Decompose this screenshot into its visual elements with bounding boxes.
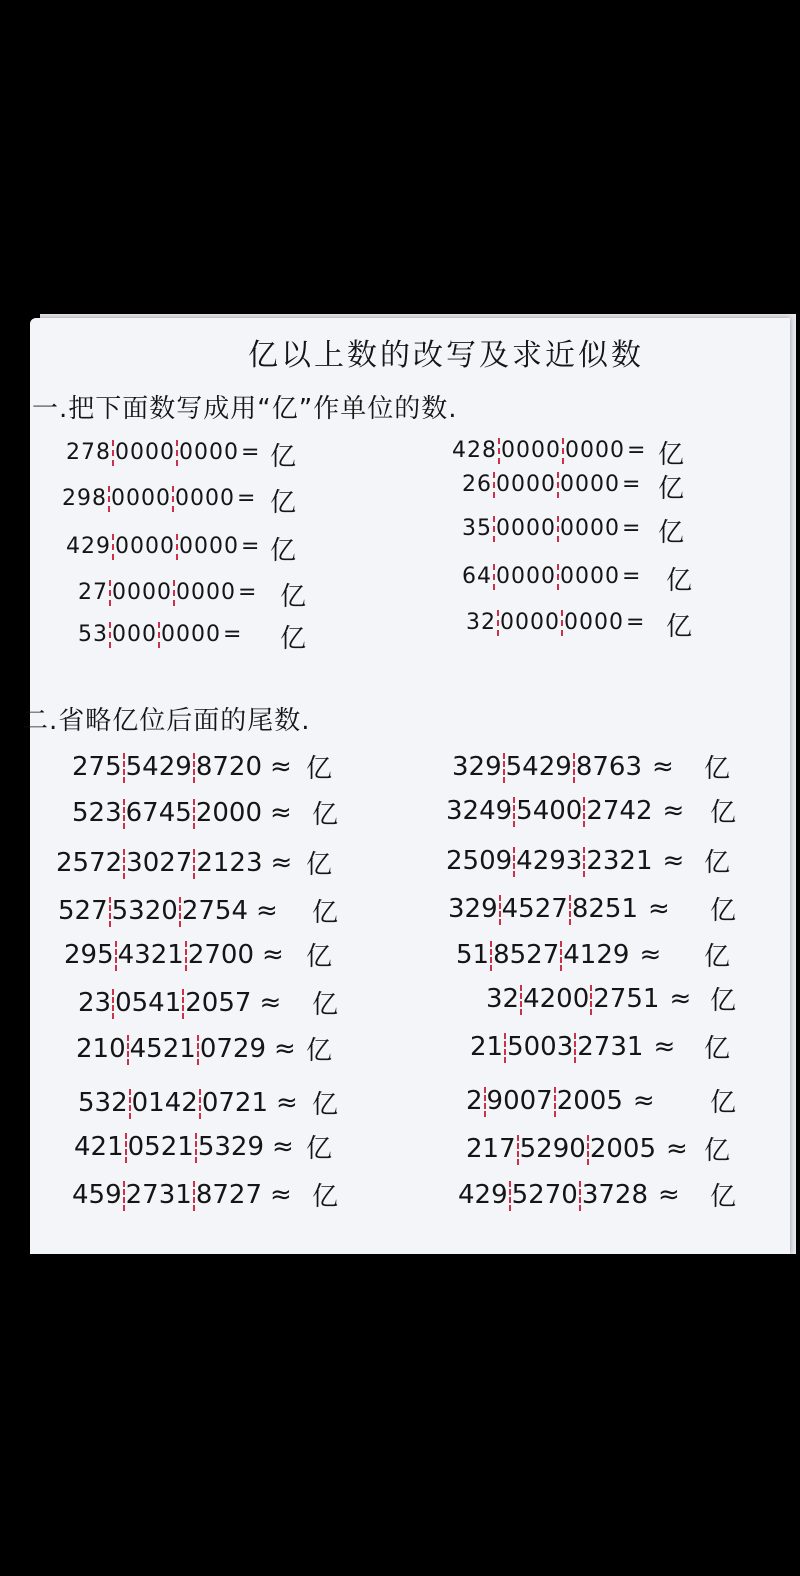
number-part-b: 5290 <box>519 1134 586 1164</box>
red-dashed-divider <box>503 753 505 783</box>
number-part-a: 275 <box>72 752 122 782</box>
number-part-b: 4521 <box>129 1034 196 1064</box>
number-part-a: 27 <box>78 580 108 605</box>
unit-yi: 亿 <box>270 488 297 518</box>
red-dashed-divider <box>182 989 184 1019</box>
number-part-b: 5320 <box>111 896 178 926</box>
number-part-op: ≈ <box>271 1132 294 1162</box>
handwritten-number <box>452 438 646 464</box>
number-part-b: 6745 <box>125 798 192 828</box>
red-dashed-divider <box>484 1087 486 1117</box>
red-dashed-divider <box>557 564 559 590</box>
number-part-op: ≈ <box>270 848 293 878</box>
number-part-b: 0000 <box>496 516 556 541</box>
number-part-b: 0000 <box>115 534 175 559</box>
unit-yi: 亿 <box>658 474 685 504</box>
unit-yi: 亿 <box>704 1034 731 1064</box>
number-part-a: 329 <box>452 752 502 782</box>
number-part-c: 8763 <box>575 752 642 782</box>
number-part-c: 2754 <box>181 896 248 926</box>
number-part-c: 0000 <box>179 440 239 465</box>
number-part-op: ≈ <box>651 752 674 782</box>
number-part-a: 32 <box>466 610 496 635</box>
number-part-b: 000 <box>112 622 157 647</box>
unit-yi: 亿 <box>306 1036 333 1066</box>
handwritten-number <box>74 1132 294 1163</box>
number-part-c: 2751 <box>593 984 660 1014</box>
unit-yi: 亿 <box>710 1088 737 1118</box>
red-dashed-divider <box>176 534 178 560</box>
number-part-b: 0541 <box>115 988 182 1018</box>
number-part-a: 64 <box>462 564 492 589</box>
number-part-op: ≈ <box>647 894 670 924</box>
red-dashed-divider <box>193 753 195 783</box>
red-dashed-divider <box>123 1181 125 1211</box>
red-dashed-divider <box>179 897 181 927</box>
number-part-b: 4527 <box>501 894 568 924</box>
number-part-b: 4293 <box>516 846 583 876</box>
number-part-a: 532 <box>78 1088 128 1118</box>
number-part-a: 428 <box>452 438 497 463</box>
unit-yi: 亿 <box>280 582 307 612</box>
handwritten-number <box>66 534 260 560</box>
handwritten-number <box>78 988 281 1019</box>
red-dashed-divider <box>123 753 125 783</box>
number-part-b: 2731 <box>125 1180 192 1210</box>
number-part-op: ≈ <box>261 940 284 970</box>
unit-yi: 亿 <box>666 566 693 596</box>
handwritten-number <box>446 796 684 827</box>
number-part-a: 35 <box>462 516 492 541</box>
red-dashed-divider <box>185 941 187 971</box>
number-part-a: 21 <box>470 1032 504 1062</box>
red-dashed-divider <box>557 516 559 542</box>
number-part-a: 217 <box>466 1134 516 1164</box>
number-part-c: 3728 <box>581 1180 648 1210</box>
number-part-b: 0000 <box>501 438 561 463</box>
number-part-b: 4200 <box>523 984 590 1014</box>
red-dashed-divider <box>123 799 125 829</box>
number-part-b: 3027 <box>126 848 193 878</box>
red-dashed-divider <box>560 941 562 971</box>
number-part-a: 459 <box>72 1180 122 1210</box>
red-dashed-divider <box>509 1181 511 1211</box>
number-part-c: 2005 <box>556 1086 623 1116</box>
unit-yi: 亿 <box>710 798 737 828</box>
number-part-c: 0000 <box>564 610 624 635</box>
handwritten-number <box>58 896 278 927</box>
number-part-op: = <box>622 472 642 497</box>
red-dashed-divider <box>158 622 160 648</box>
number-part-c: 8251 <box>571 894 638 924</box>
unit-yi: 亿 <box>704 1136 731 1166</box>
number-part-op: ≈ <box>255 896 278 926</box>
red-dashed-divider <box>513 847 515 877</box>
unit-yi: 亿 <box>312 898 339 928</box>
unit-yi: 亿 <box>704 848 731 878</box>
number-part-b: 8527 <box>493 940 560 970</box>
number-part-c: 2057 <box>185 988 252 1018</box>
red-dashed-divider <box>574 1033 576 1063</box>
red-dashed-divider <box>557 472 559 498</box>
number-part-a: 23 <box>78 988 112 1018</box>
handwritten-number <box>66 440 260 466</box>
number-part-a: 298 <box>62 486 107 511</box>
red-dashed-divider <box>498 438 500 464</box>
red-dashed-divider <box>573 753 575 783</box>
handwritten-number <box>448 894 670 925</box>
unit-yi: 亿 <box>306 1134 333 1164</box>
number-part-op: ≈ <box>269 752 292 782</box>
number-part-op: ≈ <box>653 1032 676 1062</box>
number-part-c: 0000 <box>560 516 620 541</box>
number-part-c: 2742 <box>586 796 653 826</box>
handwritten-number <box>64 940 284 971</box>
number-part-a: 210 <box>76 1034 126 1064</box>
unit-yi: 亿 <box>312 1090 339 1120</box>
red-dashed-divider <box>554 1087 556 1117</box>
handwritten-number <box>76 1034 296 1065</box>
handwritten-number <box>456 940 661 971</box>
number-part-c: 2000 <box>195 798 262 828</box>
number-part-b: 5400 <box>516 796 583 826</box>
red-dashed-divider <box>517 1135 519 1165</box>
number-part-op: ≈ <box>273 1034 296 1064</box>
red-dashed-divider <box>109 622 111 648</box>
section-2-heading: 二.省略亿位后面的尾数. <box>22 706 311 736</box>
number-part-a: 2572 <box>56 848 123 878</box>
number-part-op: = <box>622 564 642 589</box>
number-part-c: 2700 <box>187 940 254 970</box>
unit-yi: 亿 <box>270 442 297 472</box>
handwritten-number <box>78 622 242 648</box>
number-part-b: 5429 <box>505 752 572 782</box>
red-dashed-divider <box>590 985 592 1015</box>
red-dashed-divider <box>513 797 515 827</box>
handwritten-number <box>466 1086 655 1117</box>
unit-yi: 亿 <box>704 754 731 784</box>
number-part-c: 8727 <box>195 1180 262 1210</box>
number-part-b: 5270 <box>511 1180 578 1210</box>
red-dashed-divider <box>493 564 495 590</box>
red-dashed-divider <box>493 472 495 498</box>
unit-yi: 亿 <box>312 1182 339 1212</box>
number-part-a: 3249 <box>446 796 513 826</box>
number-part-a: 2509 <box>446 846 513 876</box>
number-part-b: 0000 <box>111 486 171 511</box>
handwritten-number <box>452 752 674 783</box>
red-dashed-divider <box>112 440 114 466</box>
number-part-c: 2321 <box>586 846 653 876</box>
number-part-op: = <box>238 580 258 605</box>
number-part-a: 523 <box>72 798 122 828</box>
number-part-op: ≈ <box>669 984 692 1014</box>
handwritten-number <box>462 516 641 542</box>
unit-yi: 亿 <box>710 896 737 926</box>
red-dashed-divider <box>579 1181 581 1211</box>
red-dashed-divider <box>129 1089 131 1119</box>
number-part-op: = <box>237 486 257 511</box>
handwritten-number <box>72 752 292 783</box>
unit-yi: 亿 <box>312 990 339 1020</box>
number-part-op: ≈ <box>639 940 662 970</box>
unit-yi: 亿 <box>666 612 693 642</box>
red-dashed-divider <box>125 1133 127 1163</box>
number-part-a: 527 <box>58 896 108 926</box>
handwritten-number <box>486 984 691 1015</box>
number-part-a: 421 <box>74 1132 124 1162</box>
red-dashed-divider <box>561 610 563 636</box>
red-dashed-divider <box>115 941 117 971</box>
unit-yi: 亿 <box>306 942 333 972</box>
unit-yi: 亿 <box>658 518 685 548</box>
unit-yi: 亿 <box>280 624 307 654</box>
number-part-op: = <box>626 610 646 635</box>
number-part-a: 51 <box>456 940 490 970</box>
number-part-b: 5003 <box>507 1032 574 1062</box>
unit-yi: 亿 <box>710 986 737 1016</box>
handwritten-number <box>62 486 256 512</box>
red-dashed-divider <box>562 438 564 464</box>
red-dashed-divider <box>569 895 571 925</box>
handwritten-number <box>466 610 645 636</box>
number-part-op: = <box>627 438 647 463</box>
number-part-op: = <box>223 622 243 647</box>
number-part-c: 0000 <box>176 580 236 605</box>
red-dashed-divider <box>112 534 114 560</box>
red-dashed-divider <box>197 1035 199 1065</box>
unit-yi: 亿 <box>704 942 731 972</box>
worksheet-title: 亿以上数的改写及求近似数 <box>248 338 644 373</box>
red-dashed-divider <box>109 897 111 927</box>
number-part-c: 0721 <box>201 1088 268 1118</box>
handwritten-number <box>56 848 292 879</box>
unit-yi: 亿 <box>306 850 333 880</box>
number-part-b: 9007 <box>486 1086 553 1116</box>
handwritten-number <box>470 1032 675 1063</box>
number-part-op: ≈ <box>657 1180 680 1210</box>
number-part-a: 53 <box>78 622 108 647</box>
red-dashed-divider <box>195 1133 197 1163</box>
number-part-op: = <box>622 516 642 541</box>
unit-yi: 亿 <box>710 1182 737 1212</box>
number-part-c: 0729 <box>199 1034 266 1064</box>
red-dashed-divider <box>504 1033 506 1063</box>
number-part-c: 2731 <box>577 1032 644 1062</box>
number-part-c: 0000 <box>175 486 235 511</box>
number-part-b: 0000 <box>496 472 556 497</box>
number-part-b: 0000 <box>500 610 560 635</box>
red-dashed-divider <box>490 941 492 971</box>
red-dashed-divider <box>127 1035 129 1065</box>
red-dashed-divider <box>173 580 175 606</box>
number-part-a: 2 <box>466 1086 483 1116</box>
handwritten-number <box>72 798 292 829</box>
number-part-op: ≈ <box>275 1088 298 1118</box>
number-part-op: ≈ <box>665 1134 688 1164</box>
number-part-b: 0000 <box>115 440 175 465</box>
number-part-b: 0521 <box>127 1132 194 1162</box>
red-dashed-divider <box>520 985 522 1015</box>
number-part-c: 4129 <box>563 940 630 970</box>
unit-yi: 亿 <box>270 536 297 566</box>
number-part-c: 2005 <box>589 1134 656 1164</box>
unit-yi: 亿 <box>306 754 333 784</box>
number-part-b: 0000 <box>112 580 172 605</box>
unit-yi: 亿 <box>312 800 339 830</box>
number-part-b: 4321 <box>117 940 184 970</box>
number-part-op: = <box>241 440 261 465</box>
number-part-op: ≈ <box>269 798 292 828</box>
number-part-op: = <box>241 534 261 559</box>
red-dashed-divider <box>497 610 499 636</box>
number-part-op: ≈ <box>662 796 685 826</box>
red-dashed-divider <box>587 1135 589 1165</box>
number-part-op: ≈ <box>259 988 282 1018</box>
handwritten-number <box>72 1180 292 1211</box>
handwritten-number <box>458 1180 680 1211</box>
handwritten-number <box>446 846 684 877</box>
number-part-a: 32 <box>486 984 520 1014</box>
red-dashed-divider <box>172 486 174 512</box>
number-part-a: 429 <box>66 534 111 559</box>
red-dashed-divider <box>112 989 114 1019</box>
number-part-op: ≈ <box>269 1180 292 1210</box>
red-dashed-divider <box>109 580 111 606</box>
red-dashed-divider <box>193 799 195 829</box>
handwritten-number <box>462 564 641 590</box>
number-part-c: 0000 <box>565 438 625 463</box>
red-dashed-divider <box>123 849 125 879</box>
red-dashed-divider <box>176 440 178 466</box>
number-part-a: 329 <box>448 894 498 924</box>
number-part-c: 0000 <box>560 564 620 589</box>
number-part-b: 5429 <box>125 752 192 782</box>
number-part-c: 8720 <box>195 752 262 782</box>
number-part-a: 278 <box>66 440 111 465</box>
red-dashed-divider <box>499 895 501 925</box>
red-dashed-divider <box>193 1181 195 1211</box>
number-part-op: ≈ <box>662 846 685 876</box>
number-part-c: 0000 <box>179 534 239 559</box>
red-dashed-divider <box>493 516 495 542</box>
handwritten-number <box>78 1088 298 1119</box>
handwritten-number <box>462 472 641 498</box>
number-part-op: ≈ <box>632 1086 655 1116</box>
unit-yi: 亿 <box>658 440 685 470</box>
handwritten-number <box>78 580 257 606</box>
number-part-c: 5329 <box>197 1132 264 1162</box>
number-part-c: 0000 <box>161 622 221 647</box>
red-dashed-divider <box>108 486 110 512</box>
number-part-a: 26 <box>462 472 492 497</box>
number-part-a: 429 <box>458 1180 508 1210</box>
handwritten-number <box>466 1134 688 1165</box>
number-part-a: 295 <box>64 940 114 970</box>
number-part-c: 0000 <box>560 472 620 497</box>
red-dashed-divider <box>199 1089 201 1119</box>
number-part-c: 2123 <box>196 848 263 878</box>
number-part-b: 0000 <box>496 564 556 589</box>
section-1-heading: 一.把下面数写成用“亿”作单位的数. <box>32 394 458 424</box>
number-part-b: 0142 <box>131 1088 198 1118</box>
